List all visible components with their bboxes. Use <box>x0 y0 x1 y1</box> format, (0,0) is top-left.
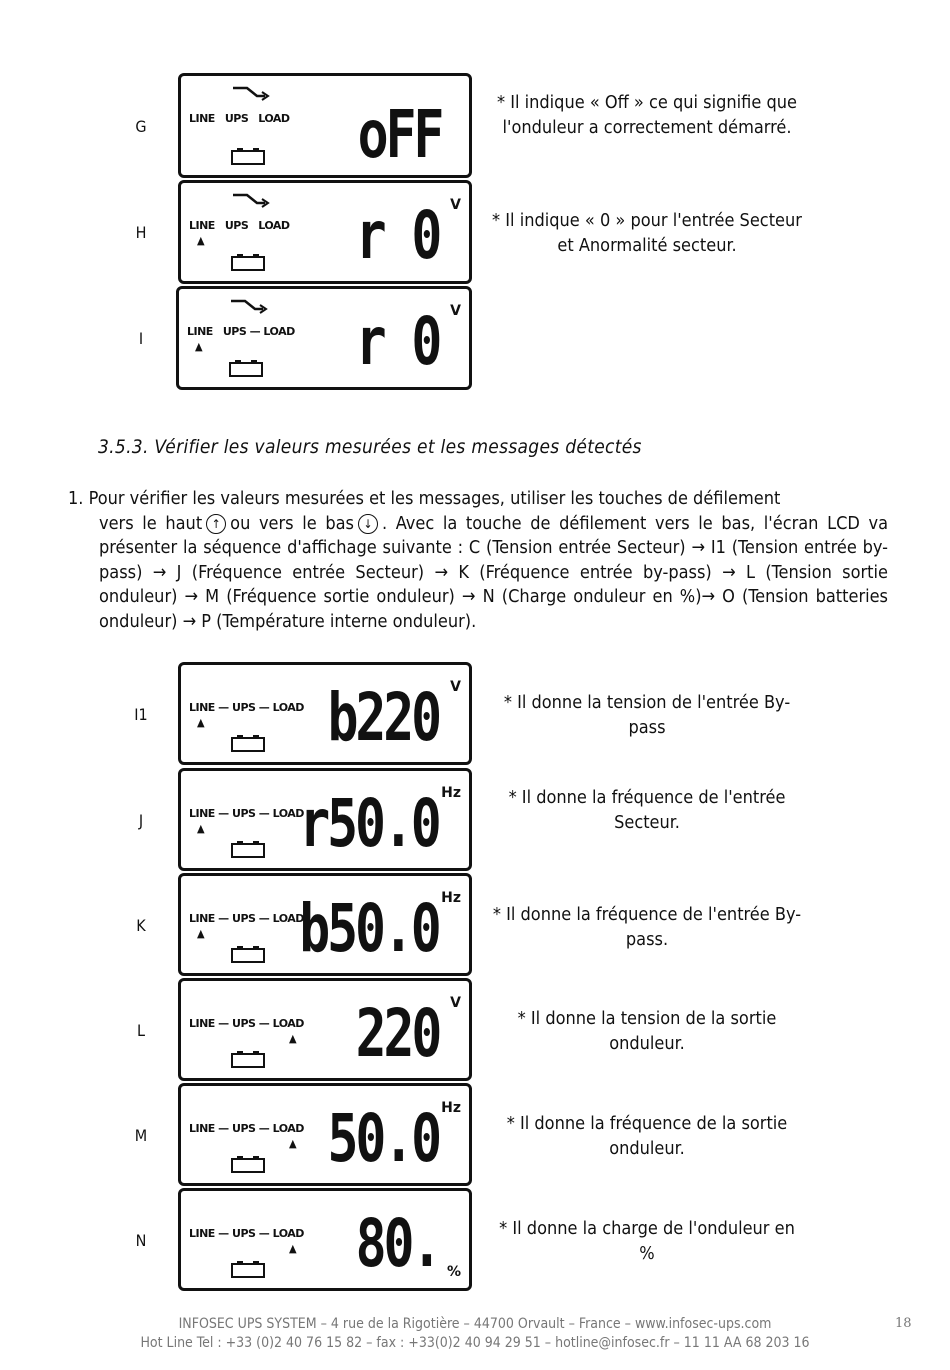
battery-icon <box>231 1050 265 1068</box>
measurement-description: * Il donne la tension de la sortie onduleur. <box>517 1008 777 1054</box>
lcd-unit: V <box>450 679 461 695</box>
paragraph-text: ou vers le bas <box>230 512 354 534</box>
lcd-dash: — <box>258 1227 270 1240</box>
battery-icon <box>231 945 265 963</box>
page-number: 18 <box>895 1316 912 1331</box>
lcd-display <box>178 768 472 871</box>
lcd-indicators <box>189 1227 304 1240</box>
lcd-load-label: LOAD <box>258 112 290 125</box>
lcd-ups-label: UPS <box>232 1122 256 1135</box>
arrow-indicator-icon: ▲ <box>197 716 205 729</box>
lcd-dash: — <box>258 807 270 820</box>
lcd-digits: 80. <box>355 1205 439 1282</box>
lcd-ups-label: UPS <box>232 701 256 714</box>
row-label: K <box>136 916 146 935</box>
paragraph-body <box>68 512 888 635</box>
lcd-unit: V <box>450 995 461 1011</box>
lcd-dash: — <box>218 701 229 714</box>
lcd-display <box>178 978 472 1081</box>
paragraph-text: . Avec la touche de défilement vers le bas, l'écran LCD va présenter la séquence d'affichage suivante : C (Tension entrée Secteur) → I1 (Tension entrée by-pass) → J (Fréquence entrée Secteur) → K (Fréquence entrée by-pass) → L (Tension sortie onduleur) → M (Fréquence sortie onduleur) → N (Charge onduleur en %)→ O (Tension batteries onduleur) → P (Température interne onduleur). <box>99 512 889 632</box>
lcd-load-label: LOAD <box>263 325 295 338</box>
lcd-line-label: LINE <box>189 219 215 232</box>
lcd-unit: % <box>446 1264 461 1280</box>
lcd-line-label: LINE <box>189 701 215 714</box>
measurement-description: * Il donne la fréquence de la sortie onduleur. <box>506 1113 788 1159</box>
lcd-indicators <box>189 219 290 232</box>
row-label: J <box>138 811 144 830</box>
lcd-unit: Hz <box>441 785 461 801</box>
measurement-description: * Il donne la fréquence de l'entrée By-pass. <box>492 904 802 950</box>
lcd-display <box>178 1083 472 1186</box>
lcd-unit: V <box>450 197 461 213</box>
lcd-load-label: LOAD <box>272 807 304 820</box>
lcd-line-label: LINE <box>189 1017 215 1030</box>
lcd-dash: — <box>218 1227 229 1240</box>
row-label: I1 <box>134 705 148 724</box>
lcd-dash: — <box>258 1017 270 1030</box>
lcd-unit: Hz <box>441 1100 461 1116</box>
lcd-dash: — <box>218 912 229 925</box>
battery-icon <box>231 1260 265 1278</box>
paragraph-text: vers le haut <box>99 512 203 534</box>
description-h: * Il indique « 0 » pour l'entrée Secteur et Anormalité secteur. <box>492 210 802 256</box>
lcd-unit: Hz <box>441 890 461 906</box>
battery-icon <box>231 147 265 165</box>
lcd-ups-label: UPS <box>224 219 249 232</box>
lcd-indicators <box>189 1122 304 1135</box>
lcd-line-label: LINE <box>187 325 213 338</box>
lcd-load-label: LOAD <box>272 701 304 714</box>
bypass-switch-icon <box>231 84 271 102</box>
lcd-digits: r 0 <box>355 303 439 380</box>
lcd-line-label: LINE <box>189 1227 215 1240</box>
row-label: I <box>138 329 144 348</box>
lcd-indicators <box>189 112 290 125</box>
lcd-indicators <box>189 1017 304 1030</box>
measurement-description: * Il donne la tension de l'entrée By-pass <box>503 692 791 738</box>
lcd-display <box>178 180 472 284</box>
lcd-line-label: LINE <box>189 807 215 820</box>
battery-icon <box>231 253 265 271</box>
arrow-indicator-icon: ▲ <box>289 1032 297 1045</box>
lcd-unit: V <box>450 303 461 319</box>
description-g: * Il indique « Off » ce qui signifie que l'onduleur a correctement démarré. <box>496 92 797 138</box>
arrow-indicator-icon: ▲ <box>289 1242 297 1255</box>
lcd-digits: oFF <box>357 96 441 173</box>
lcd-line-label: LINE <box>189 112 215 125</box>
lcd-digits: 220 <box>355 995 439 1072</box>
footer-address: INFOSEC UPS SYSTEM – 4 rue de la Rigotière – 44700 Orvault – France – www.infosec-ups.com <box>178 1316 772 1332</box>
arrow-indicator-icon: ▲ <box>289 1137 297 1150</box>
row-label: N <box>135 1231 147 1250</box>
row-label: L <box>136 1021 145 1040</box>
lcd-dash: — <box>218 807 229 820</box>
lcd-dash: — <box>258 1122 270 1135</box>
measurement-description: * Il donne la fréquence de l'entrée Secteur. <box>508 787 786 833</box>
measurement-description: * Il donne la charge de l'onduleur en % <box>499 1218 795 1264</box>
lcd-digits: r 0 <box>355 197 439 274</box>
down-arrow-key-icon: ↓ <box>358 514 378 534</box>
lcd-dash: — <box>218 1017 229 1030</box>
bypass-switch-icon <box>231 191 271 209</box>
lcd-ups-label: UPS <box>232 1017 256 1030</box>
instruction-paragraph <box>68 487 888 634</box>
lcd-indicators <box>189 701 304 714</box>
battery-icon <box>229 359 263 377</box>
lcd-ups-label: UPS — <box>222 325 261 338</box>
paragraph-line-1: 1. Pour vérifier les valeurs mesurées et les messages, utiliser les touches de défilement <box>68 488 781 509</box>
lcd-indicators <box>189 912 304 925</box>
arrow-indicator-icon: ▲ <box>197 927 205 940</box>
lcd-display <box>178 662 472 765</box>
lcd-digits: r50.0 <box>299 785 439 862</box>
row-label: M <box>134 1126 148 1145</box>
lcd-indicators <box>189 807 304 820</box>
footer-contact: Hot Line Tel : +33 (0)2 40 76 15 82 – fax : +33(0)2 40 94 29 51 – hotline@infosec.fr – 11 11 AA 68 203 16 <box>140 1335 810 1351</box>
section-heading: 3.5.3. Vérifier les valeurs mesurées et les messages détectés <box>98 436 642 458</box>
lcd-digits: b220 <box>327 679 439 756</box>
lcd-load-label: LOAD <box>272 1017 304 1030</box>
lcd-display <box>178 73 472 178</box>
arrow-indicator-icon: ▲ <box>197 822 205 835</box>
line-arrow-icon: ▲ <box>197 234 205 247</box>
lcd-ups-label: UPS <box>232 1227 256 1240</box>
lcd-dash: — <box>218 1122 229 1135</box>
lcd-line-label: LINE <box>189 1122 215 1135</box>
lcd-dash: — <box>258 912 270 925</box>
lcd-load-label: LOAD <box>258 219 290 232</box>
lcd-display <box>176 286 472 390</box>
bypass-switch-icon <box>229 297 269 315</box>
lcd-ups-label: UPS <box>232 807 256 820</box>
battery-icon <box>231 840 265 858</box>
lcd-line-label: LINE <box>189 912 215 925</box>
lcd-indicators <box>187 325 295 338</box>
line-arrow-icon: ▲ <box>195 340 203 353</box>
lcd-load-label: LOAD <box>272 912 304 925</box>
lcd-ups-label: UPS <box>224 112 249 125</box>
battery-icon <box>231 1155 265 1173</box>
up-arrow-key-icon: ↑ <box>206 514 226 534</box>
row-label: G <box>135 117 147 136</box>
lcd-load-label: LOAD <box>272 1227 304 1240</box>
lcd-display <box>178 873 472 976</box>
lcd-digits: 50.0 <box>327 1100 439 1177</box>
lcd-load-label: LOAD <box>272 1122 304 1135</box>
lcd-dash: — <box>258 701 270 714</box>
lcd-ups-label: UPS <box>232 912 256 925</box>
lcd-display <box>178 1188 472 1291</box>
battery-icon <box>231 734 265 752</box>
lcd-digits: b50.0 <box>299 890 439 967</box>
row-label: H <box>135 223 147 242</box>
